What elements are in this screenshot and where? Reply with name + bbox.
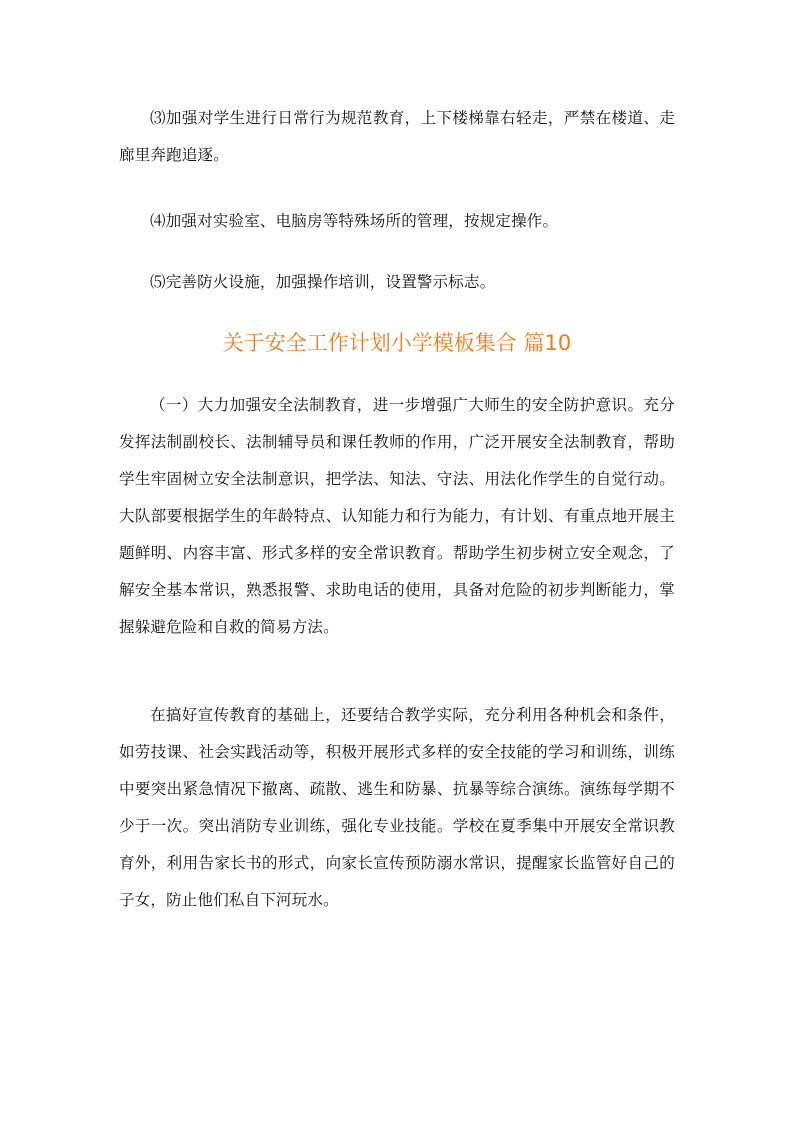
body-paragraph-1: （一）大力加强安全法制教育，进一步增强广大师生的安全防护意识。充分发挥法制副校长、法制辅导员和课任教师的作用，广泛开展安全法制教育，帮助学生牢固树立安全法制意识，把学法、知法、守法、用法化作学生的自觉行动。大队部要根据学生的年龄特点、认知能力和行为能力，有计划、有重点地开展主题鲜明、内容丰富、形式多样的安全常识教育。帮助学生初步树立安全观念，了解安全基本常识，熟悉报警、求助电话的使用，具备对危险的初步判断能力，掌握躲避危险和自救的简易方法。 — [119, 396, 675, 636]
list-item-5: ⑸完善防火设施，加强操作培训，设置警示标志。 — [150, 273, 496, 291]
section-heading: 关于安全工作计划小学模板集合 篇10 — [222, 331, 572, 355]
list-item-3: ⑶加强对学生进行日常行为规范教育，上下楼梯靠右轻走，严禁在楼道、走廊里奔跑追逐。 — [119, 109, 675, 164]
body-paragraph-2: 在搞好宣传教育的基础上，还要结合教学实际，充分利用各种机会和条件，如劳技课、社会实践活动等，积极开展形式多样的安全技能的学习和训练，训练中要突出紧急情况下撤离、疏散、逃生和防暴、抗暴等综合演练。演练每学期不少于一次。突出消防专业训练，强化专业技能。学校在夏季集中开展安全常识教育外，利用告家长书的形式，向家长宣传预防溺水常识，提醒家长监管好自己的子女，防止他们私自下河玩水。 — [119, 706, 675, 909]
list-item-4: ⑷加强对实验室、电脑房等特殊场所的管理，按规定操作。 — [150, 212, 559, 230]
